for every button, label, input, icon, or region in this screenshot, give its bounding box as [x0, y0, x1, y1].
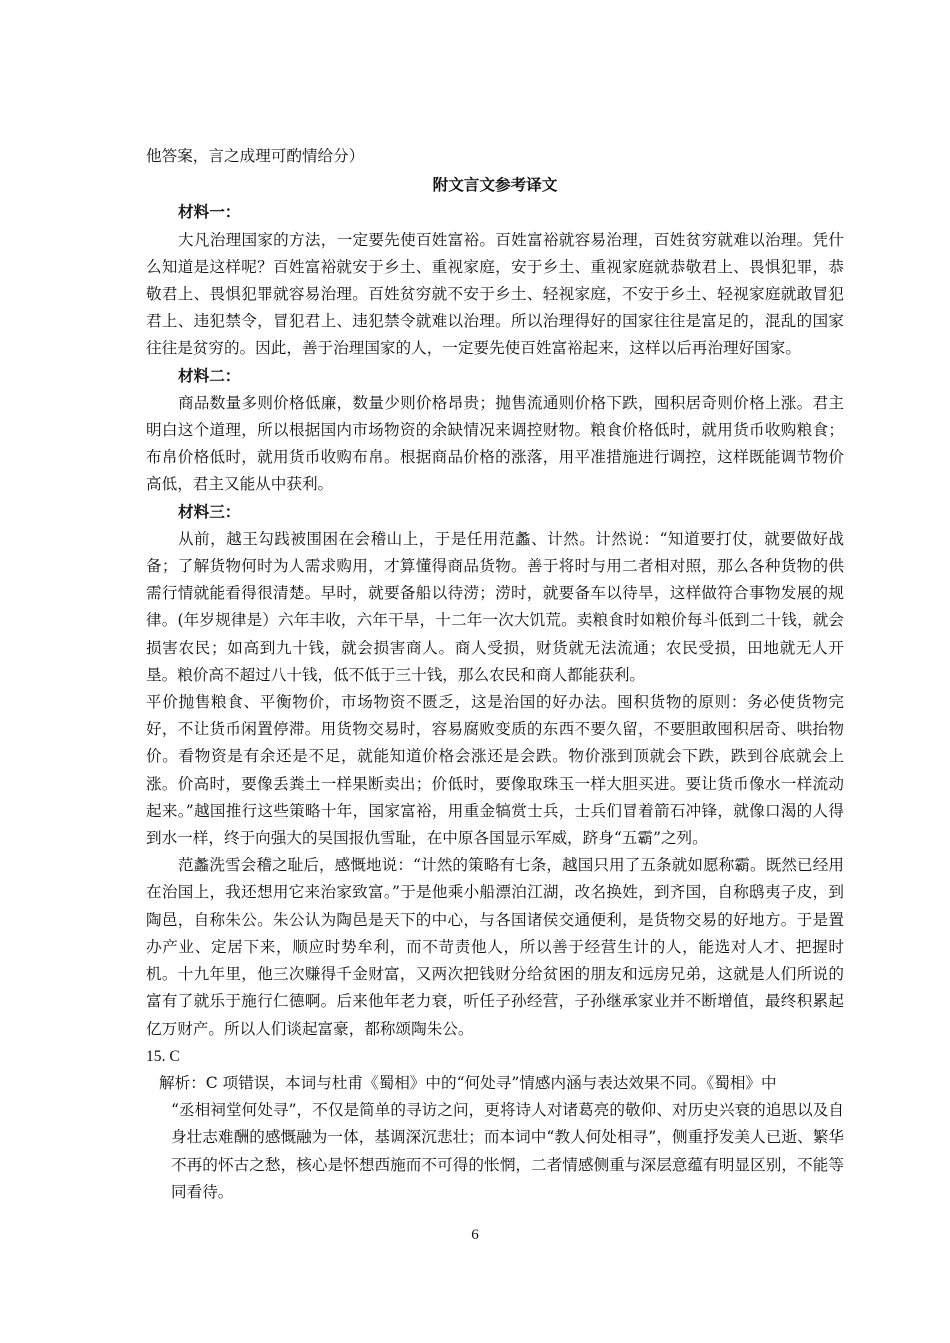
- material3-para3: 范蠡洗雪会稽之耻后，感慨地说：“计然的策略有七条，越国只用了五条就如愿称霸。既然已经用在治国上，我还想用它来治家致富。”于是他乘小船漂泊江湖，改名换姓，到齐国，自称鸱夷子皮，到陶邑，自称朱公。朱公认为陶邑是天下的中心，与各国诸侯交通便利，是货物交易的好地方。于是置办产业、定居下来，顺应时势牟利，而不苛责他人，所以善于经营生计的人，能选对人才、把握时机。十九年里，他三次赚得千金财富，又两次把钱财分给贫困的朋友和远房兄弟，这就是人们所说的富有了就乐于施行仁德啊。后来他年老力衰，听任子孙经营，子孙继承家业并不断增值，最终积累起亿万财产。所以人们谈起富豪，都称颂陶朱公。: [146, 856, 844, 1038]
- document-body: [146, 143, 844, 1206]
- question-analysis: [146, 1070, 844, 1206]
- analysis-first-line: 解析：C 项错误，本词与杜甫《蜀相》中的“何处寻”情感内涵与表达效果不同。《蜀相》中: [159, 1073, 777, 1092]
- material1-label: 材料一：: [178, 203, 241, 222]
- analysis-continuation: “丞相祠堂何处寻”，不仅是简单的寻访之问，更将诗人对诸葛亮的敬仰、对历史兴衰的追思以及自身壮志难酬的感慨融为一体，基调深沉悲壮；而本词中“教人何处相寻”，侧重抒发美人已逝、繁华不再的怀古之愁，核心是怀想西施而不可得的怅惘，二者情感侧重与深层意蕴有明显区别，不能等同看待。: [171, 1101, 844, 1201]
- material2-text: 商品数量多则价格低廉，数量少则价格昂贵；抛售流通则价格下跌，囤积居奇则价格上涨。君主明白这个道理，所以根据国内市场物资的余缺情况来调控财物。粮食价格低时，就用货币收购粮食；布帛价格低时，就用货币收购布帛。根据商品价格的涨落，用平准措施进行调控，这样既能调节物价高低，君主又能从中获利。: [146, 393, 844, 494]
- material3-para2: 平价抛售粮食、平衡物价，市场物资不匮乏，这是治国的好办法。囤积货物的原则：务必使货物完好，不让货币闲置停滞。用货物交易时，容易腐败变质的东西不要久留，不要胆敢囤积居奇、哄抬物价。看物资是有余还是不足，就能知道价格会涨还是会跌。物价涨到顶就会下跌，跌到谷底就会上涨。价高时，要像丢粪土一样果断卖出；价低时，要像取珠玉一样大胆买进。要让货币像水一样流动起来。”越国推行这些策略十年，国家富裕，用重金犒赏士兵，士兵们冒着箭石冲锋，就像口渴的人得到水一样，终于向强大的吴国报仇雪耻，在中原各国显示军威，跻身“五霸”之列。: [146, 693, 844, 848]
- material2-label: 材料二：: [178, 366, 241, 385]
- section-title: 附文言文参考译文: [432, 176, 558, 195]
- material3-label: 材料三：: [178, 502, 241, 521]
- continued-answer-line: 他答案，言之成理可酌情给分）: [146, 147, 365, 165]
- material3-para1: 从前，越王勾践被围困在会稽山上，于是任用范蠡、计然。计然说：“知道要打仗，就要做好战备；了解货物何时为人需求购用，才算懂得商品货物。善于将时与用二者相对照，那么各种货物的供需行情就能看得很清楚。早时，就要备船以待涝；涝时，就要备车以待旱，这样做符合事物发展的规律。(年岁规律是）六年丰收，六年干旱，十二年一次大饥荒。卖粮食时如粮价每斗低到二十钱，就会损害农民；如高到九十钱，就会损害商人。商人受损，财货就无法流通；农民受损，田地就无人开垦。粮价高不超过八十钱，低不低于三十钱，那么农民和商人都能获利。: [146, 529, 844, 684]
- material1-text: 大凡治理国家的方法，一定要先使百姓富裕。百姓富裕就容易治理，百姓贫穷就难以治理。凭什么知道是这样呢？百姓富裕就安于乡土、重视家庭，安于乡土、重视家庭就恭敬君上、畏惧犯罪，恭敬君上、畏惧犯罪就容易治理。百姓贫穷就不安于乡土、轻视家庭，不安于乡土、轻视家庭就敢冒犯君上、违犯禁令，冒犯君上、违犯禁令就难以治理。所以治理得好的国家往往是富足的，混乱的国家往往是贫穷的。因此，善于治理国家的人，一定要先使百姓富裕起来，这样以后再治理好国家。: [146, 230, 844, 358]
- page-number: 6: [471, 1227, 479, 1243]
- question-number: 15. C: [146, 1047, 180, 1065]
